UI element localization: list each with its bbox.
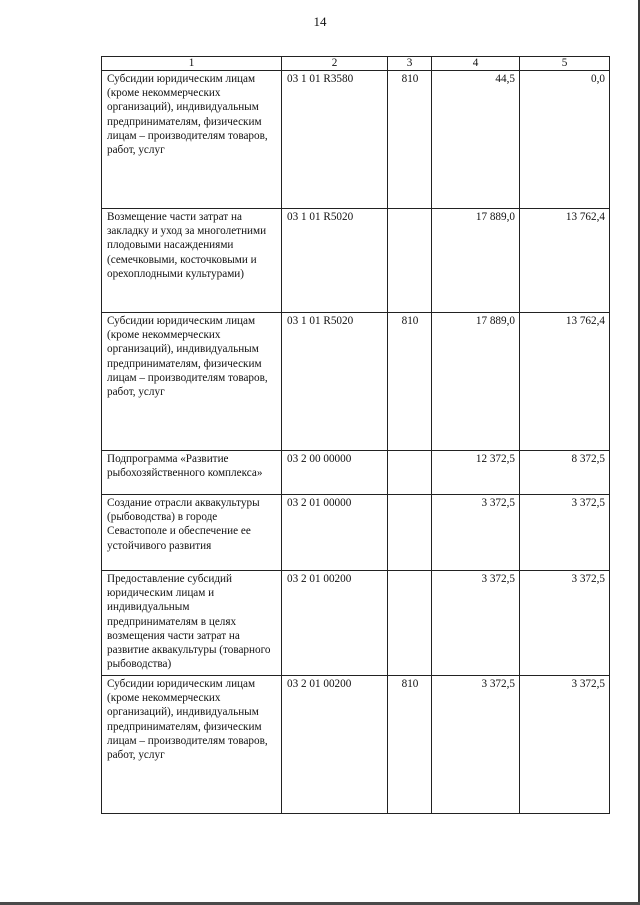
row-code-cell: 03 2 00 00000 — [282, 451, 388, 495]
row-sum2-cell: 3 372,5 — [520, 495, 610, 571]
row-type-cell: 810 — [388, 676, 432, 814]
row-type-cell: 810 — [388, 71, 432, 209]
row-type-cell — [388, 209, 432, 313]
row-sum1-cell: 3 372,5 — [432, 495, 520, 571]
row-sum2-cell: 3 372,5 — [520, 676, 610, 814]
row-name-cell: Создание отрасли аквакультуры (рыбоводства) в городе Севастополе и обеспечение ее устойчивого развития — [102, 495, 282, 571]
budget-table — [101, 56, 610, 814]
row-sum1-cell: 12 372,5 — [432, 451, 520, 495]
row-code-cell: 03 2 01 00200 — [282, 676, 388, 814]
table-row — [102, 571, 610, 676]
table-row — [102, 313, 610, 451]
row-sum2-cell: 13 762,4 — [520, 209, 610, 313]
row-sum1-cell: 44,5 — [432, 71, 520, 209]
row-type-cell — [388, 571, 432, 676]
row-type-cell — [388, 495, 432, 571]
header-cell-4: 4 — [432, 57, 520, 71]
row-code-cell: 03 2 01 00200 — [282, 571, 388, 676]
row-sum2-cell: 13 762,4 — [520, 313, 610, 451]
row-sum2-cell: 8 372,5 — [520, 451, 610, 495]
row-code-cell: 03 1 01 R5020 — [282, 313, 388, 451]
row-name-cell: Подпрограмма «Развитие рыбохозяйственного комплекса» — [102, 451, 282, 495]
row-type-cell: 810 — [388, 313, 432, 451]
header-row — [102, 57, 610, 71]
header-cell-3: 3 — [388, 57, 432, 71]
table-row — [102, 451, 610, 495]
header-cell-1: 1 — [102, 57, 282, 71]
row-sum1-cell: 3 372,5 — [432, 676, 520, 814]
row-sum1-cell: 17 889,0 — [432, 313, 520, 451]
row-name-cell: Субсидии юридическим лицам (кроме некоммерческих организаций), индивидуальным предпринимателям, физическим лицам – производителям товаров, работ, услуг — [102, 313, 282, 451]
row-sum2-cell: 0,0 — [520, 71, 610, 209]
page-number: 14 — [313, 14, 327, 29]
row-name-cell: Предоставление субсидий юридическим лицам и индивидуальным предпринимателям в целях возмещения части затрат на развитие аквакультуры (товарного рыбоводства) — [102, 571, 282, 676]
row-sum2-cell: 3 372,5 — [520, 571, 610, 676]
table-row — [102, 209, 610, 313]
row-code-cell: 03 1 01 R3580 — [282, 71, 388, 209]
table-row — [102, 676, 610, 814]
row-name-cell: Возмещение части затрат на закладку и уход за многолетними плодовыми насаждениями (семечковыми, косточковыми и орехоплодными культурами) — [102, 209, 282, 313]
table-row — [102, 71, 610, 209]
row-name-cell: Субсидии юридическим лицам (кроме некоммерческих организаций), индивидуальным предпринимателям, физическим лицам – производителям товаров, работ, услуг — [102, 71, 282, 209]
header-cell-2: 2 — [282, 57, 388, 71]
row-type-cell — [388, 451, 432, 495]
row-code-cell: 03 1 01 R5020 — [282, 209, 388, 313]
row-code-cell: 03 2 01 00000 — [282, 495, 388, 571]
table-row — [102, 495, 610, 571]
row-name-cell: Субсидии юридическим лицам (кроме некоммерческих организаций), индивидуальным предпринимателям, физическим лицам – производителям товаров, работ, услуг — [102, 676, 282, 814]
header-cell-5: 5 — [520, 57, 610, 71]
row-sum1-cell: 17 889,0 — [432, 209, 520, 313]
row-sum1-cell: 3 372,5 — [432, 571, 520, 676]
